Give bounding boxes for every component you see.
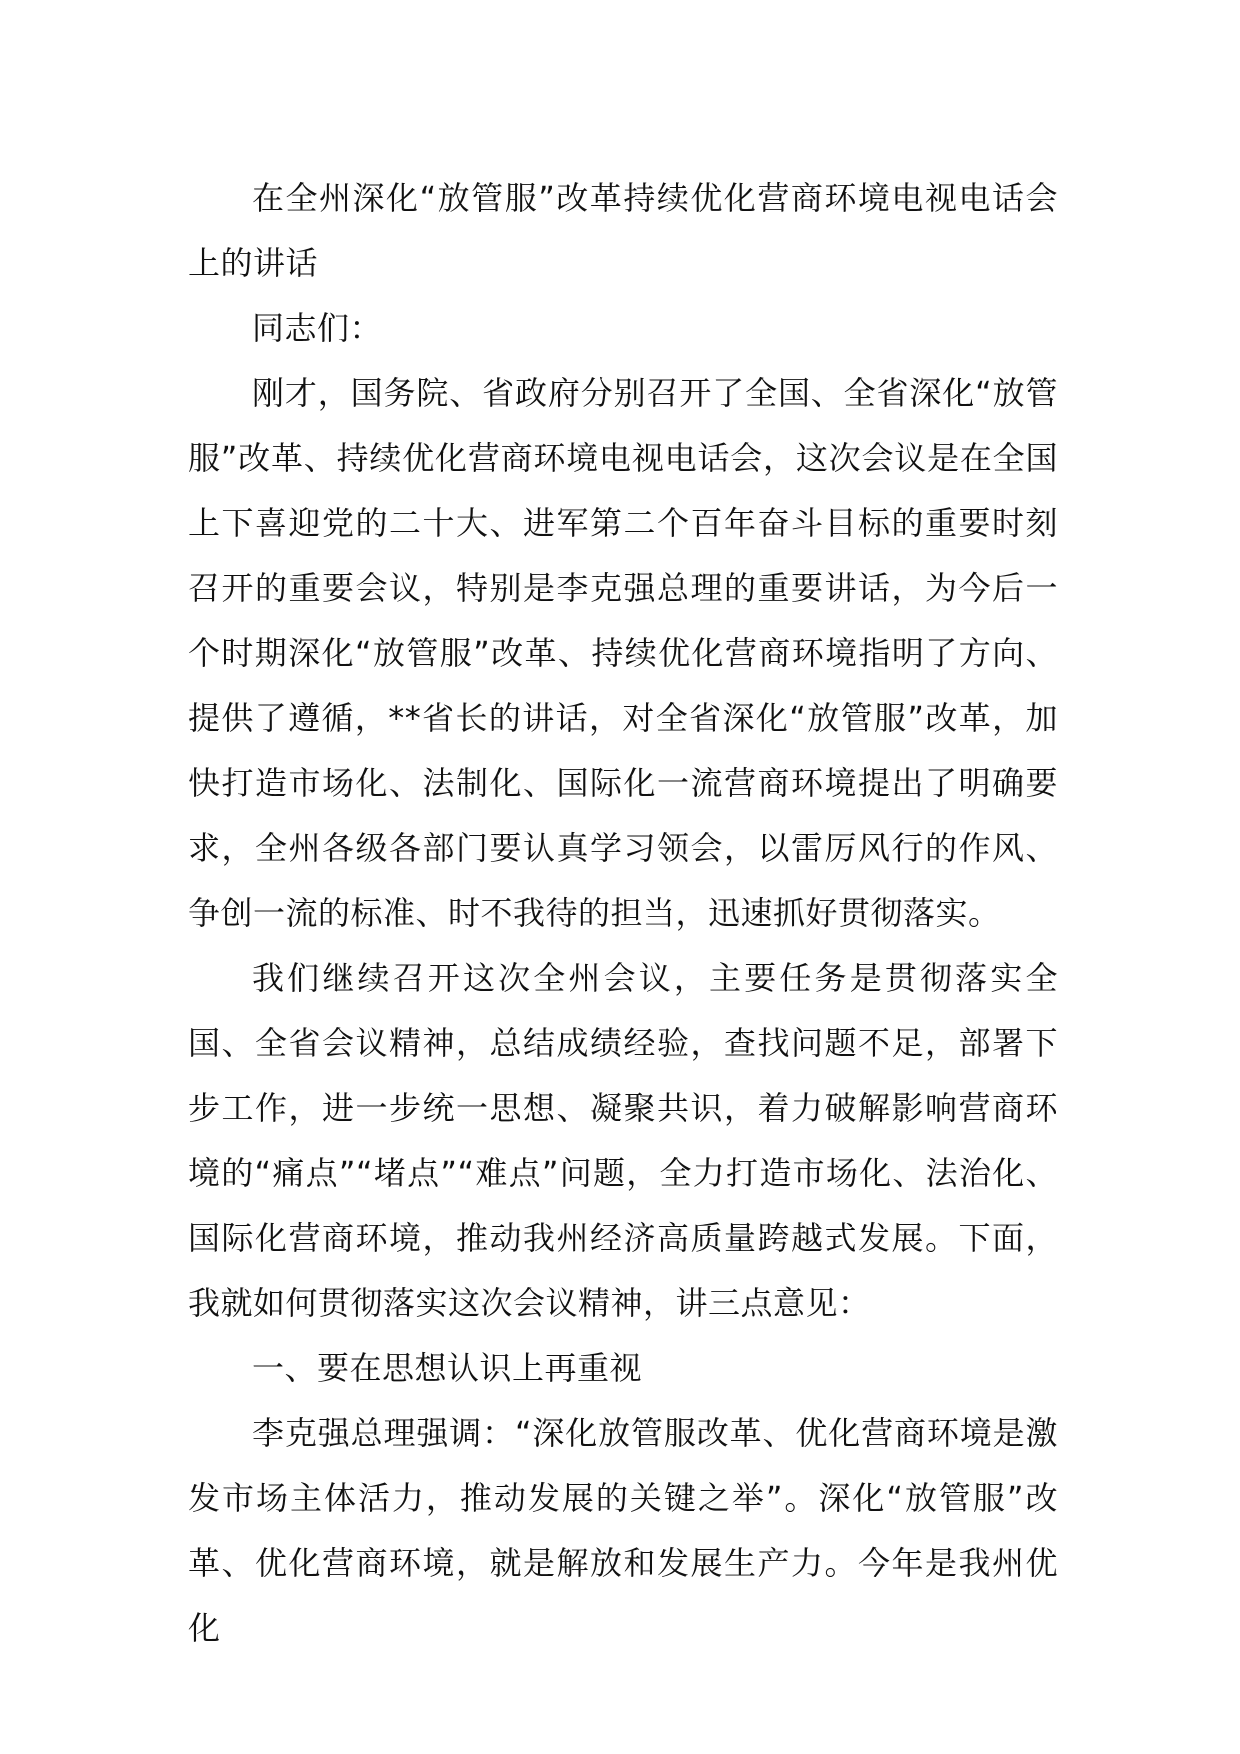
section-heading: 一、要在思想认识上再重视 [252, 1349, 643, 1387]
paragraph-1: 刚才，国务院、省政府分别召开了全国、全省深化“放管服”改革、持续优化营商环境电视电话会，这次会议是在全国上下喜迎党的二十大、进军第二个百年奋斗目标的重要时刻召开的重要会议，特别是李克强总理的重要讲话，为今后一个时期深化“放管服”改革、持续优化营商环境指明了方向、提供了遵循，**省长的讲话，对全省深化“放管服”改革，加快打造市场化、法制化、国际化一流营商环境提出了明确要求，全州各级各部门要认真学习领会，以雷厉风行的作风、争创一流的标准、时不我待的担当，迅速抓好贯彻落实。 [188, 374, 1058, 932]
section-paragraph: 李克强总理强调：“深化放管服改革、优化营商环境是激发市场主体活力，推动发展的关键之举”。深化“放管服”改革、优化营商环境，就是解放和发展生产力。今年是我州优化 [188, 1414, 1058, 1647]
salutation: 同志们： [252, 309, 383, 347]
document-body [188, 166, 1058, 1661]
paragraph-2: 我们继续召开这次全州会议，主要任务是贯彻落实全国、全省会议精神，总结成绩经验，查找问题不足，部署下步工作，进一步统一思想、凝聚共识，着力破解影响营商环境的“痛点”“堵点”“难点”问题，全力打造市场化、法治化、国际化营商环境，推动我州经济高质量跨越式发展。下面，我就如何贯彻落实这次会议精神，讲三点意见： [188, 959, 1058, 1322]
document-title: 在全州深化“放管服”改革持续优化营商环境电视电话会上的讲话 [188, 179, 1058, 282]
